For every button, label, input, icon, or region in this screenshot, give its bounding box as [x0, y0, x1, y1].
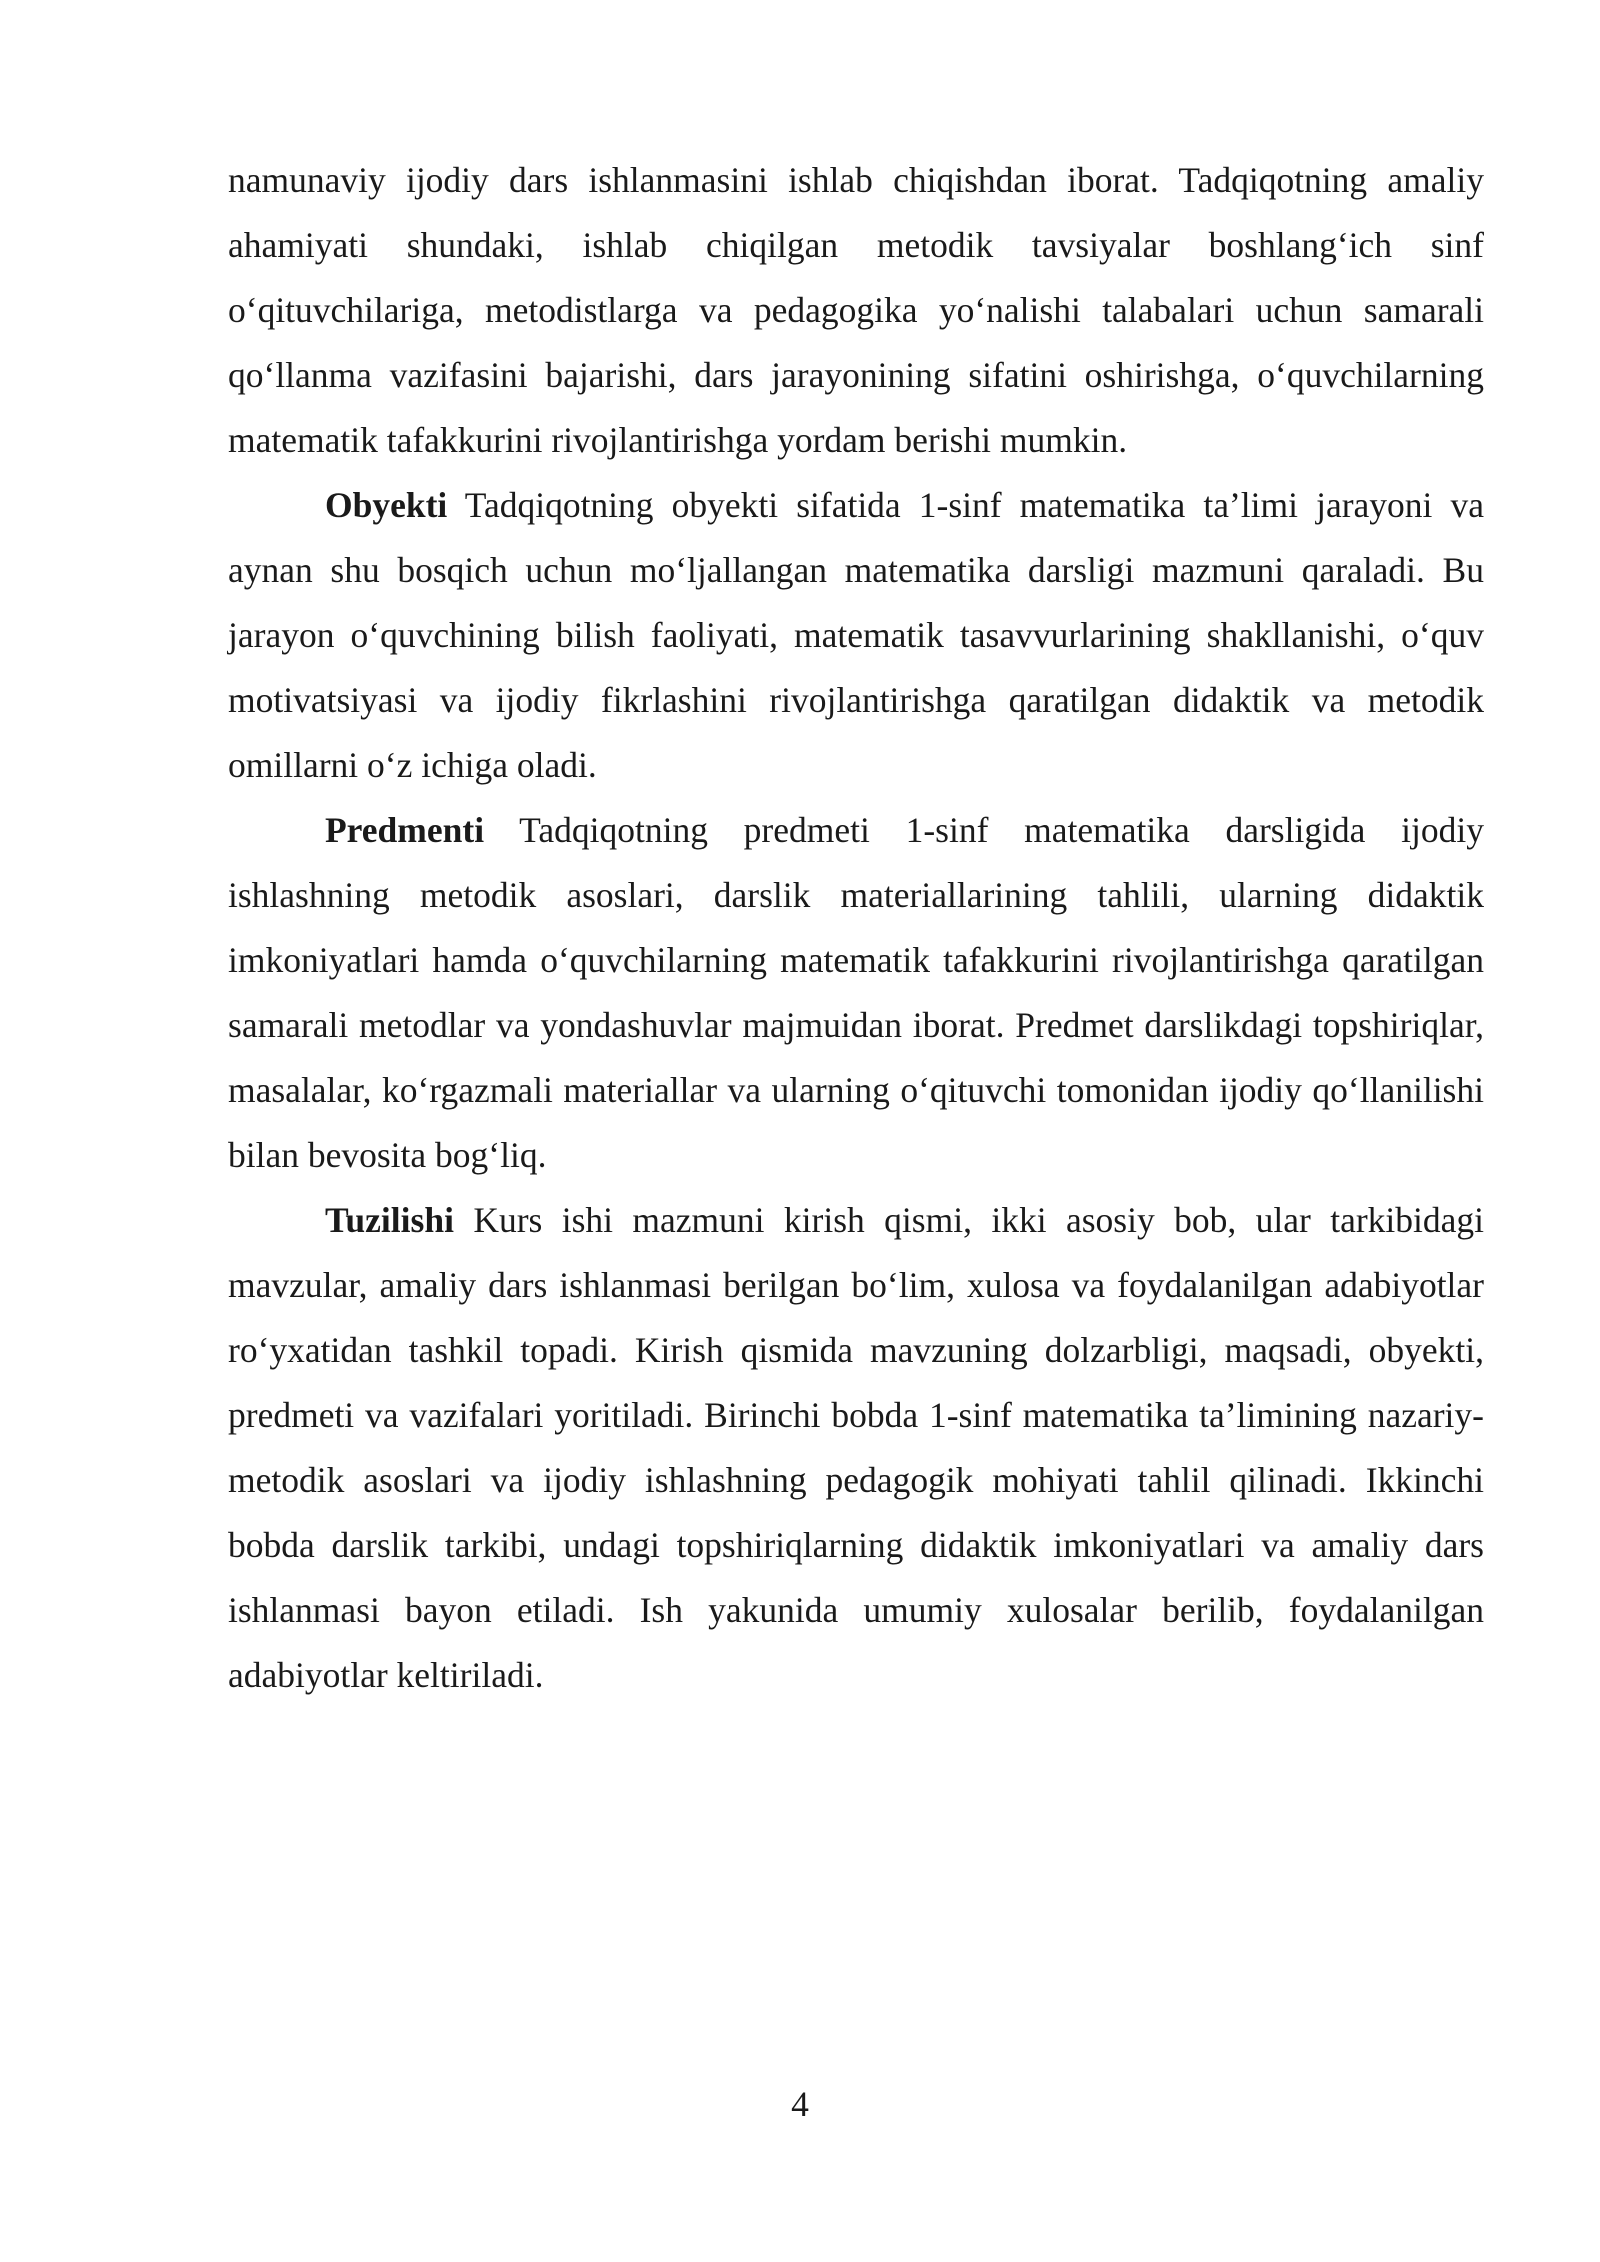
paragraph-predmenti	[228, 798, 1484, 1188]
term-tuzilishi: Tuzilishi	[325, 1200, 454, 1240]
paragraph-tuzilishi	[228, 1188, 1484, 1708]
paragraph-text: namunaviy ijodiy dars ishlanmasini ishlab chiqishdan iborat. Tadqiqotning amaliy ahamiyati shundaki, ishlab chiqilgan metodik tavsiyalar boshlang‘ich sinf o‘qituvchilariga, metodistlarga va pedagogika yo‘nalishi talabalari uchun samarali qo‘llanma vazifasini bajarishi, dars jarayonining sifatini oshirishga, o‘quvchilarning matematik tafakkurini rivojlantirishga yordam berishi mumkin.	[228, 160, 1484, 460]
paragraph-text: Tadqiqotning predmeti 1-sinf matematika darsligida ijodiy ishlashning metodik asoslari, darslik materiallarining tahlili, ularning didaktik imkoniyatlari hamda o‘quvchilarning matematik tafakkurini rivojlantirishga qaratilgan samarali metodlar va yondashuvlar majmuidan iborat. Predmet darslikdagi topshiriqlar, masalalar, ko‘rgazmali materiallar va ularning o‘qituvchi tomonidan ijodiy qo‘llanilishi bilan bevosita bog‘liq.	[228, 810, 1484, 1175]
term-predmenti: Predmenti	[325, 810, 485, 850]
paragraph-text: Tadqiqotning obyekti sifatida 1-sinf matematika ta’limi jarayoni va aynan shu bosqich uchun mo‘ljallangan matematika darsligi mazmuni qaraladi. Bu jarayon o‘quvchining bilish faoliyati, matematik tasavvurlarining shakllanishi, o‘quv motivatsiyasi va ijodiy fikrlashini rivojlantirishga qaratilgan didaktik va metodik omillarni o‘z ichiga oladi.	[228, 485, 1484, 785]
paragraph-continuation	[228, 148, 1484, 473]
body-text	[228, 148, 1484, 1708]
term-obyekti: Obyekti	[325, 485, 448, 525]
paragraph-text: Kurs ishi mazmuni kirish qismi, ikki asosiy bob, ular tarkibidagi mavzular, amaliy dars ishlanmasi berilgan bo‘lim, xulosa va foydalanilgan adabiyotlar ro‘yxatidan tashkil topadi. Kirish qismida mavzuning dolzarbligi, maqsadi, obyekti, predmeti va vazifalari yoritiladi. Birinchi bobda 1-sinf matematika ta’limining nazariy-metodik asoslari va ijodiy ishlashning pedagogik mohiyati tahlil qilinadi. Ikkinchi bobda darslik tarkibi, undagi topshiriqlarning didaktik imkoniyatlari va amaliy dars ishlanmasi bayon etiladi. Ish yakunida umumiy xulosalar berilib, foydalanilgan adabiyotlar keltiriladi.	[228, 1200, 1484, 1695]
page-number: 4	[791, 2084, 809, 2124]
paragraph-obyekti	[228, 473, 1484, 798]
